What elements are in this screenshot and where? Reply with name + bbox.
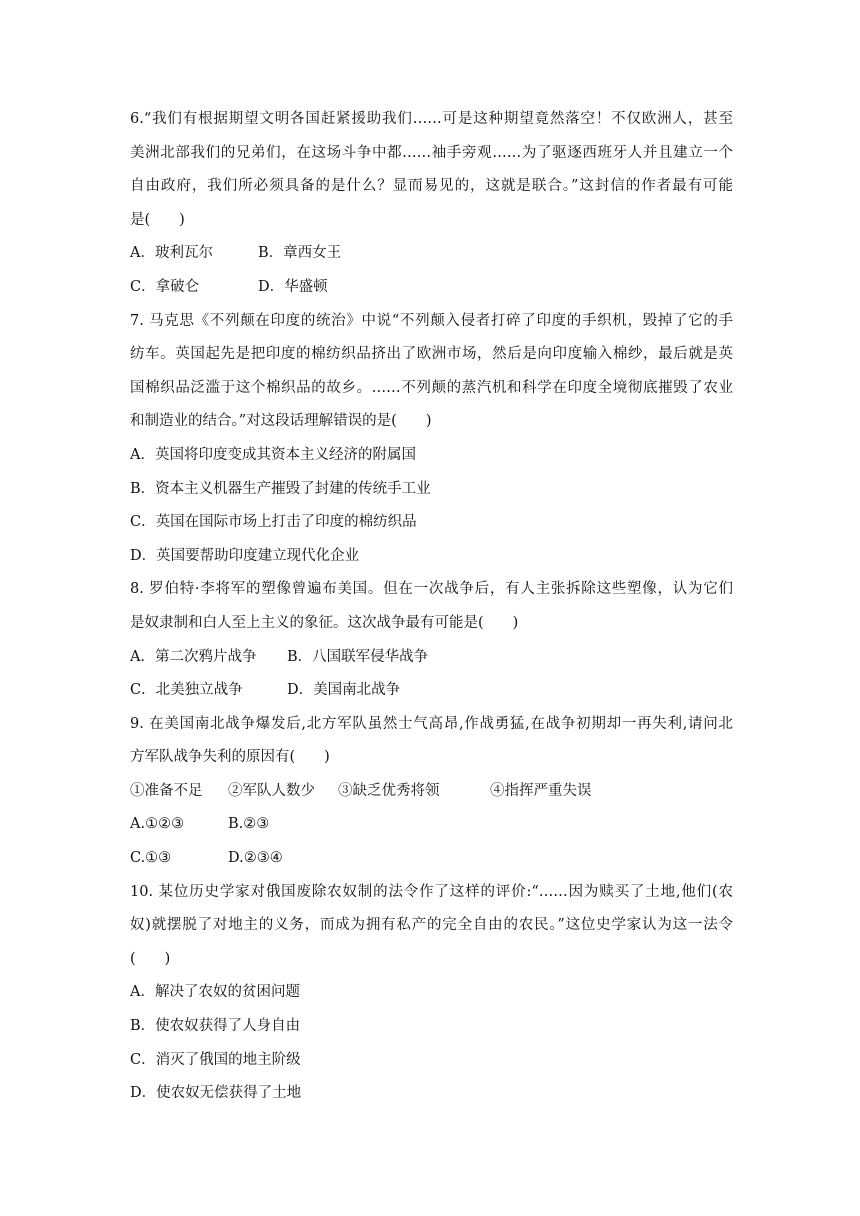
question-8-stem bbox=[130, 573, 733, 640]
stem-line: 方军队战争失利的原因有( ) bbox=[130, 749, 330, 766]
option-c: C．英国在国际市场上打击了印度的棉纺织品 bbox=[130, 514, 417, 531]
question-8 bbox=[130, 573, 733, 707]
choice-2: ②军队人数少 bbox=[228, 782, 315, 799]
choice-1: ①准备不足 bbox=[130, 782, 203, 799]
option-a: A.①②③ bbox=[130, 816, 185, 833]
option-d: D．华盛顿 bbox=[258, 278, 328, 295]
stem-line: 自由政府，我们所必须具备的是什么？显而易见的，这就是联合。”这封信的作者最有可能 bbox=[130, 178, 733, 195]
option-b: B．使农奴获得了人身自由 bbox=[130, 1018, 301, 1035]
exam-page bbox=[130, 103, 733, 1111]
choice-3: ③缺乏优秀将领 bbox=[338, 782, 440, 799]
option-c: C．消灭了俄国的地主阶级 bbox=[130, 1051, 301, 1068]
stem-line: 10. 某位历史学家对俄国废除农奴制的法令作了这样的评价:“……因为赎买了土地,他们(农 bbox=[130, 883, 733, 900]
option-d: D.②③④ bbox=[228, 850, 283, 867]
option-d: D．使农奴无偿获得了土地 bbox=[130, 1085, 302, 1102]
option-row bbox=[130, 271, 733, 305]
option-a: A．玻利瓦尔 bbox=[130, 245, 213, 262]
option-d: D．美国南北战争 bbox=[287, 682, 401, 699]
option-b: B．资本主义机器生产摧毁了封建的传统手工业 bbox=[130, 480, 431, 497]
option-row bbox=[130, 808, 733, 842]
option-c: C．北美独立战争 bbox=[130, 682, 243, 699]
question-6 bbox=[130, 103, 733, 305]
option-b: B．八国联军侵华战争 bbox=[287, 648, 429, 665]
stem-line: 7. 马克思《不列颠在印度的统治》中说“不列颠入侵者打碎了印度的手织机，毁掉了它的手 bbox=[130, 312, 733, 329]
stem-line: 国棉织品泛滥于这个棉织品的故乡。……不列颠的蒸汽机和科学在印度全境彻底摧毁了农业 bbox=[130, 379, 733, 396]
choice-4: ④指挥严重失误 bbox=[490, 782, 592, 799]
option-row bbox=[130, 237, 733, 271]
option-a: A．第二次鸦片战争 bbox=[130, 648, 257, 665]
option-c: C．拿破仑 bbox=[130, 278, 200, 295]
option-c: C.①③ bbox=[130, 850, 172, 867]
question-9 bbox=[130, 708, 733, 876]
stem-line: 9. 在美国南北战争爆发后,北方军队虽然士气高昂,作战勇猛,在战争初期却一再失利,请问北 bbox=[130, 715, 733, 732]
question-10 bbox=[130, 876, 733, 1111]
option-row bbox=[130, 641, 733, 675]
stem-line: 纺车。英国起先是把印度的棉纺织品挤出了欧洲市场，然后是向印度输入棉纱，最后就是英 bbox=[130, 346, 733, 363]
question-10-stem bbox=[130, 876, 733, 977]
stem-line: 是( ) bbox=[130, 211, 185, 228]
stem-line: 是奴隶制和白人至上主义的象征。这次战争最有可能是( ) bbox=[130, 614, 519, 631]
stem-line: 6.“我们有根据期望文明各国赶紧援助我们……可是这种期望竟然落空！不仅欧洲人，甚至 bbox=[130, 111, 733, 127]
option-b: B．章西女王 bbox=[258, 245, 342, 262]
question-6-stem bbox=[130, 103, 733, 237]
option-a: A．解决了农奴的贫困问题 bbox=[130, 984, 300, 1001]
option-row bbox=[130, 674, 733, 708]
option-a: A．英国将印度变成其资本主义经济的附属国 bbox=[130, 446, 416, 463]
question-9-stem bbox=[130, 708, 733, 775]
stem-line: 和制造业的结合。”对这段话理解错误的是( ) bbox=[130, 413, 432, 430]
option-row bbox=[130, 842, 733, 876]
stem-line: 美洲北部我们的兄弟们，在这场斗争中都……袖手旁观……为了驱逐西班牙人并且建立一个 bbox=[130, 144, 733, 161]
question-7 bbox=[130, 305, 733, 574]
option-d: D．英国要帮助印度建立现代化企业 bbox=[130, 547, 360, 564]
stem-line: ( ) bbox=[130, 950, 171, 967]
stem-line: 8. 罗伯特·李将军的塑像曾遍布美国。但在一次战争后，有人主张拆除这些塑像，认为它们 bbox=[130, 581, 733, 598]
stem-line: 奴)就摆脱了对地主的义务，而成为拥有私产的完全自由的农民。”这位史学家认为这一法令 bbox=[130, 917, 733, 934]
question-7-stem bbox=[130, 305, 733, 439]
choice-row bbox=[130, 775, 733, 809]
option-b: B.②③ bbox=[228, 816, 270, 833]
